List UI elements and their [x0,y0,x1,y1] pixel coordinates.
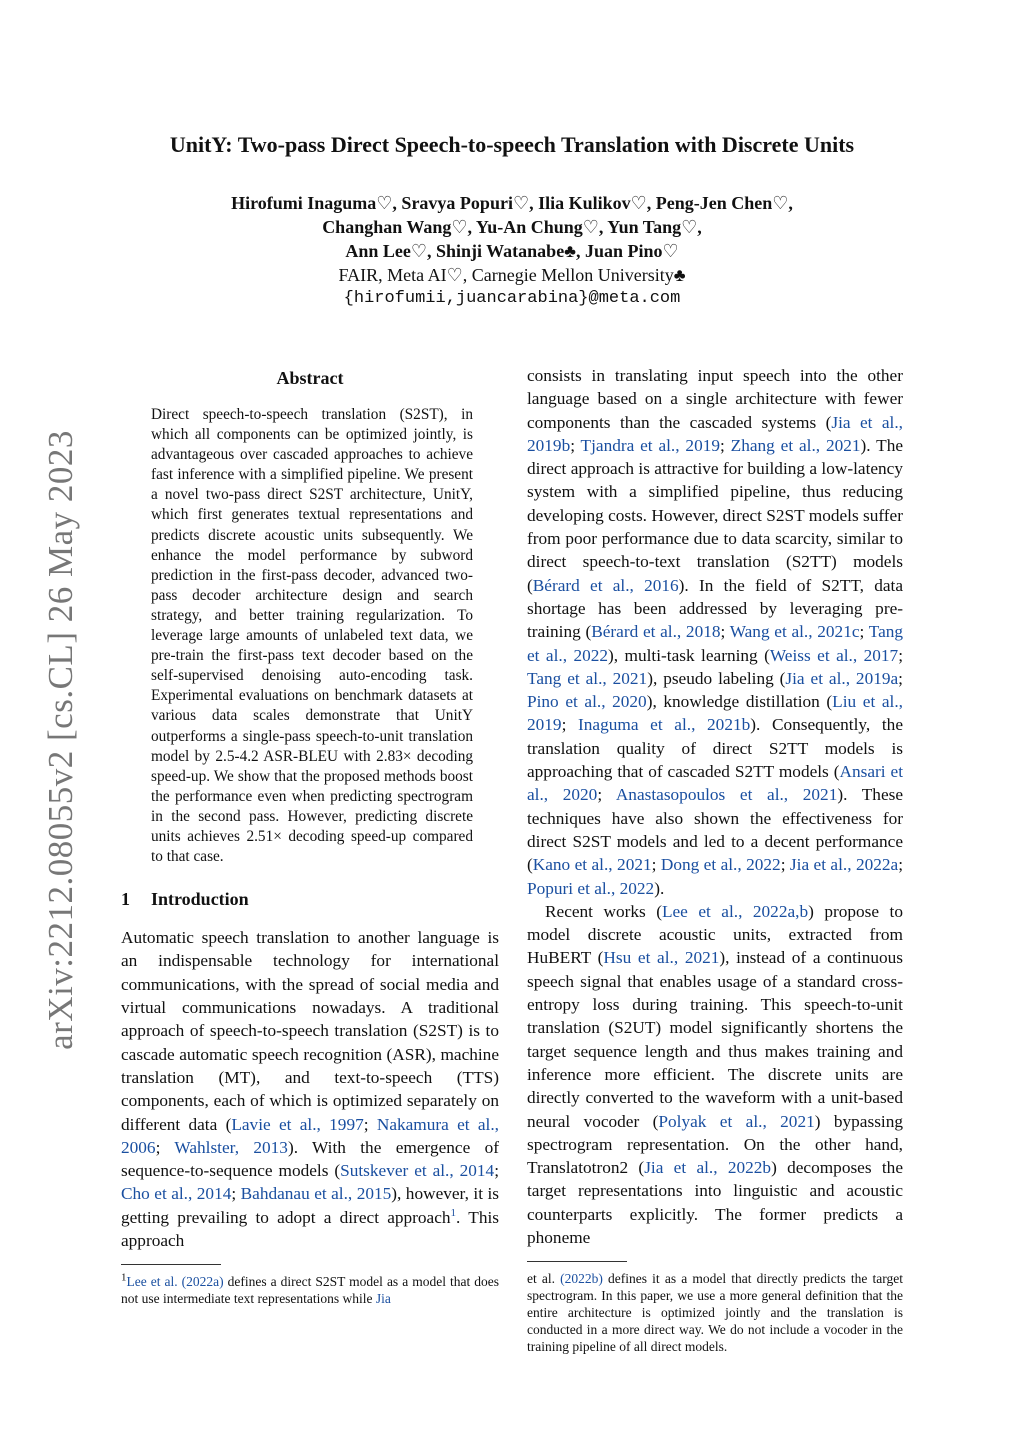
section-title: Introduction [151,889,249,910]
paper-title: UnitY: Two-pass Direct Speech-to-speech Translation with Discrete Units [169,132,855,157]
citation-link[interactable]: Lee et al., 2022a,b [661,901,809,921]
authors-line-1: Hirofumi Inaguma♡, Sravya Popuri♡, Ilia Kulikov♡, Peng-Jen Chen♡, [231,193,793,213]
text-run: ), knowledge distillation ( [646,692,833,712]
citation-link[interactable]: Lee et al. (2022a) [126,1274,224,1290]
separator: ; [561,715,579,735]
section-heading-introduction [121,889,499,910]
citation-link[interactable]: Kano et al., 2021 [532,855,652,875]
citation-link[interactable]: Wahlster, 2013 [174,1137,288,1157]
abstract-text: Direct speech-to-speech translation (S2ST), in which all components can be optimized jointly, is advantageous over cascaded approaches to achieve fast inference with a simplified pipeline. We present a novel two-pass direct S2ST architecture, UnitY, which first generates textual representations and predicts discrete acoustic units subsequently. We enhance the model performance by subword prediction in the first-pass decoder, advanced two-pass decoder architecture design and search strategy, and better training regularization. To leverage large amounts of unlabeled text data, we pre-train the first-pass text decoder based on the self-supervised denoising auto-encoding task. Experimental evaluations on benchmark datasets at various data scales demonstrate that UnitY outperforms a single-pass speech-to-unit translation model by 2.5-4.2 ASR-BLEU with 2.83× decoding speed-up. We show that the proposed methods boost the performance even when predicting spectrogram in the second pass. However, predicting discrete units achieves 2.51× decoding speed-up compared to that case. [151,406,473,866]
text-run: Automatic speech translation to another language is an indispensable technology for international communications, with the spread of social media and virtual communications nowadays. A traditional approach of speech-to-speech translation (S2ST) is to cascade automatic speech recognition (ASR), machine translation (MT), and text-to-speech (TTS) components, each of which is optimized separately on different data ( [121,928,499,1134]
arxiv-sidebar [36,430,86,1050]
text-run: defines it as a model that directly predicts the target spectrogram. In this paper, we use a more general definition that the entire architecture is optimized jointly and the translation is conducted in a more direct way. We do not include a vocoder in the training pipeline of all direct models. [527,1271,903,1355]
citation-link[interactable]: Jia [375,1291,391,1307]
right-column [527,364,903,1355]
text-run: defines a direct S2ST model as a model that does not use intermediate text representations while [121,1274,499,1307]
text-run: ) bypassing spectrogram representation. On the other hand, Translatotron2 ( [527,1111,904,1178]
footnote-1-continued [527,1270,903,1355]
separator: ; [651,855,661,875]
intro-paragraph-3 [527,900,903,1249]
citation-link[interactable]: Zhang et al., 2021 [730,435,861,455]
arxiv-identifier: arXiv:2212.08055v2 [cs.CL] 26 May 2023 [41,430,81,1050]
separator: ; [720,435,731,455]
authors-line-3: Ann Lee♡, Shinji Watanabe♣, Juan Pino♡ [345,241,679,261]
intro-paragraph-1 [121,926,499,1252]
text-run: et al. [527,1271,561,1287]
separator: ; [363,1114,377,1134]
citation-link[interactable]: Tang et al., 2022 [527,622,904,665]
citation-link[interactable]: Pino et al., 2020 [527,692,647,712]
footnote-1 [121,1273,499,1307]
text-run: ). These techniques have also shown the effectiveness for direct S2ST models and led to a decent performance ( [527,785,904,875]
citation-link[interactable]: Jia et al., 2022b [644,1158,772,1178]
text-run: ) propose to model discrete acoustic units, extracted from HuBERT ( [527,901,903,968]
citation-link[interactable]: Wang et al., 2021c [729,622,860,642]
citation-link[interactable]: Jia et al., 2019a [785,668,899,688]
separator: ; [155,1137,175,1157]
text-run: ). With the emergence of sequence-to-sequence models ( [121,1137,499,1181]
separator: ; [597,785,616,805]
citation-link[interactable]: Dong et al., 2022 [660,855,781,875]
citation-link[interactable]: Tjandra et al., 2019 [580,435,720,455]
citation-link[interactable]: Lavie et al., 1997 [231,1114,364,1134]
text-run: ). [654,878,665,898]
author-block [150,191,874,311]
text-run: . This approach [121,1207,499,1251]
text-run: ). The direct approach is attractive for building a low-latency system with a simplified pipeline, thus reducing developing costs. However, direct S2ST models suffer from poor performance due to data scarcity, similar to direct speech-to-text translation (S2TT) models ( [527,435,903,595]
section-number: 1 [121,889,130,910]
citation-link[interactable]: Bérard et al., 2018 [591,622,721,642]
separator: ; [494,1161,499,1181]
footnote-divider [527,1261,627,1262]
separator: ; [780,855,790,875]
citation-link[interactable]: Sutskever et al., 2014 [340,1161,495,1181]
separator: ; [898,668,903,688]
separator: ; [570,435,581,455]
text-run: ) decomposes the target representations into linguistic and acoustic counterparts explicitly. The former predicts a phoneme [527,1158,903,1247]
footnote-marker[interactable]: 1 [450,1206,457,1219]
separator: ; [720,622,730,642]
separator: ; [898,855,904,875]
citation-link[interactable]: Jia et al., 2022a [789,855,899,875]
intro-paragraph-2 [527,364,903,900]
separator: ; [231,1184,241,1204]
text-run: consists in translating input speech into the other language based on a single architecture with fewer components than the cascaded systems ( [527,366,903,432]
citation-link[interactable]: Ansari et al., 2020 [527,762,903,805]
authors-line-2: Changhan Wang♡, Yu-An Chung♡, Yun Tang♡, [322,217,702,237]
text-run: Recent works ( [545,901,662,921]
text-run: ). Consequently, the translation quality of direct S2TT models is approaching that of cascaded S2TT models ( [527,715,903,782]
text-run: ), pseudo labeling ( [647,668,786,688]
separator: ; [898,645,903,665]
citation-link[interactable]: Hsu et al., 2021 [603,948,720,968]
citation-link[interactable]: Anastasopoulos et al., 2021 [615,785,838,805]
text-run: ), multi-task learning ( [608,645,770,665]
citation-link[interactable]: Inaguma et al., 2021b [578,715,751,735]
citation-link[interactable]: Nakamura et al., 2006 [121,1114,500,1157]
text-run: ). In the field of S2TT, data shortage has been addressed by leveraging pre-training ( [527,575,903,642]
citation-link[interactable]: Bérard et al., 2016 [532,575,679,595]
separator: ; [859,622,869,642]
citation-link[interactable]: Bahdanau et al., 2015 [240,1184,392,1204]
footnote-divider [121,1264,221,1265]
text-run: ), instead of a continuous speech signal that enables usage of a standard cross-entropy loss during training. This speech-to-unit translation (S2UT) model significantly shortens the target sequence length and thus makes training and inference more efficient. The discrete units are directly converted to the waveform with a unit-based neural vocoder ( [527,948,904,1131]
citation-link[interactable]: Polyak et al., 2021 [658,1111,815,1131]
citation-link[interactable]: Liu et al., 2019 [527,692,903,735]
abstract-heading: Abstract [276,368,344,388]
left-column [121,364,499,1307]
citation-link[interactable]: Jia et al., 2019b [527,412,903,455]
citation-link[interactable]: Cho et al., 2014 [121,1184,232,1204]
footnote-number: 1 [121,1271,127,1284]
citation-link[interactable]: (2022b) [560,1271,603,1287]
affiliation: FAIR, Meta AI♡, Carnegie Mellon University♣ [338,265,686,285]
citation-link[interactable]: Popuri et al., 2022 [527,878,655,898]
contact-email: {hirofumii,juancarabina}@meta.com [343,289,681,308]
text-run: ), however, it is getting prevailing to adopt a direct approach [121,1184,499,1227]
citation-link[interactable]: Tang et al., 2021 [527,668,648,688]
citation-link[interactable]: Weiss et al., 2017 [769,645,899,665]
